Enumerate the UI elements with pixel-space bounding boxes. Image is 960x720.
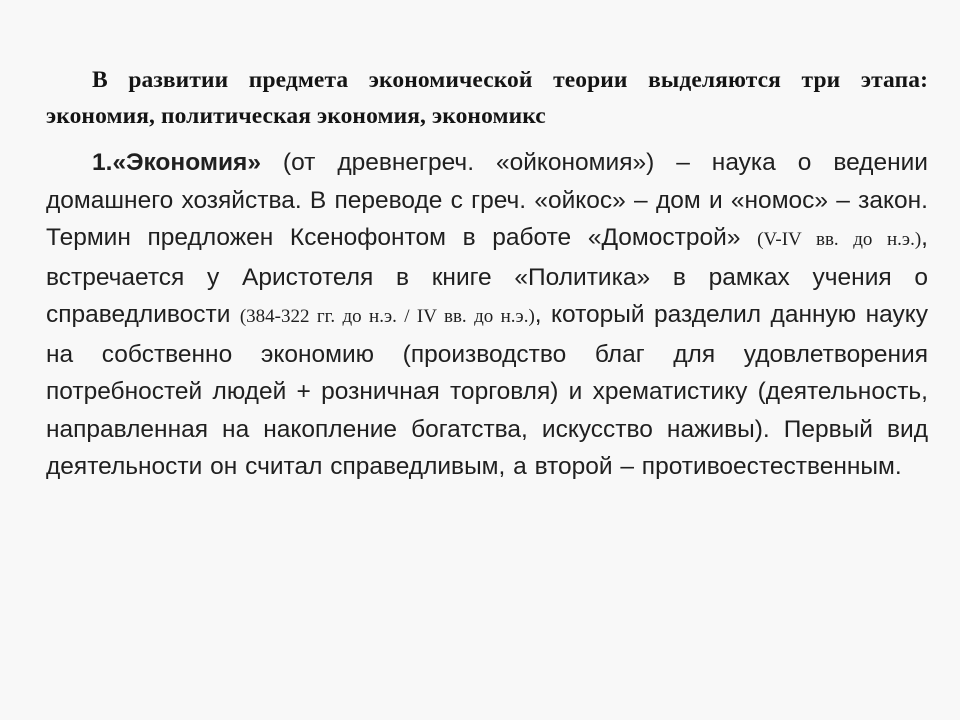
term-title: «Экономия» [112, 149, 261, 176]
paragraph-text-3: , который разделил данную науку на собственно экономию (производство благ для удовлетворения потребностей людей + розничная торговля) и хрематистику (деятельность, направленная на накопление богатства, искусство наживы). Первый вид деятельности он считал справедливым, а второй – противоестественным. [46, 301, 928, 480]
slide-heading: В развитии предмета экономической теории выделяются три этапа: экономия, политическая экономия, экономикс [46, 67, 928, 129]
date-range-1: (V-IV вв. до н.э.) [757, 229, 922, 250]
paragraph-text-2: , встречается у Аристотеля в книге «Политика» в рамках учения о справедливости [46, 224, 928, 328]
slide-content [46, 62, 928, 486]
date-range-2: (384-322 гг. до н.э. / IV вв. до н.э.) [239, 306, 535, 327]
term-number: 1. [92, 149, 113, 176]
body-paragraph [46, 144, 928, 486]
paragraph-text-1: (от древнегреч. «ойкономия») – наука о ведении домашнего хозяйства. В переводе с греч. «ойкос» – дом и «номос» – закон. Термин предложен Ксенофонтом в работе «Домострой» [46, 149, 928, 251]
